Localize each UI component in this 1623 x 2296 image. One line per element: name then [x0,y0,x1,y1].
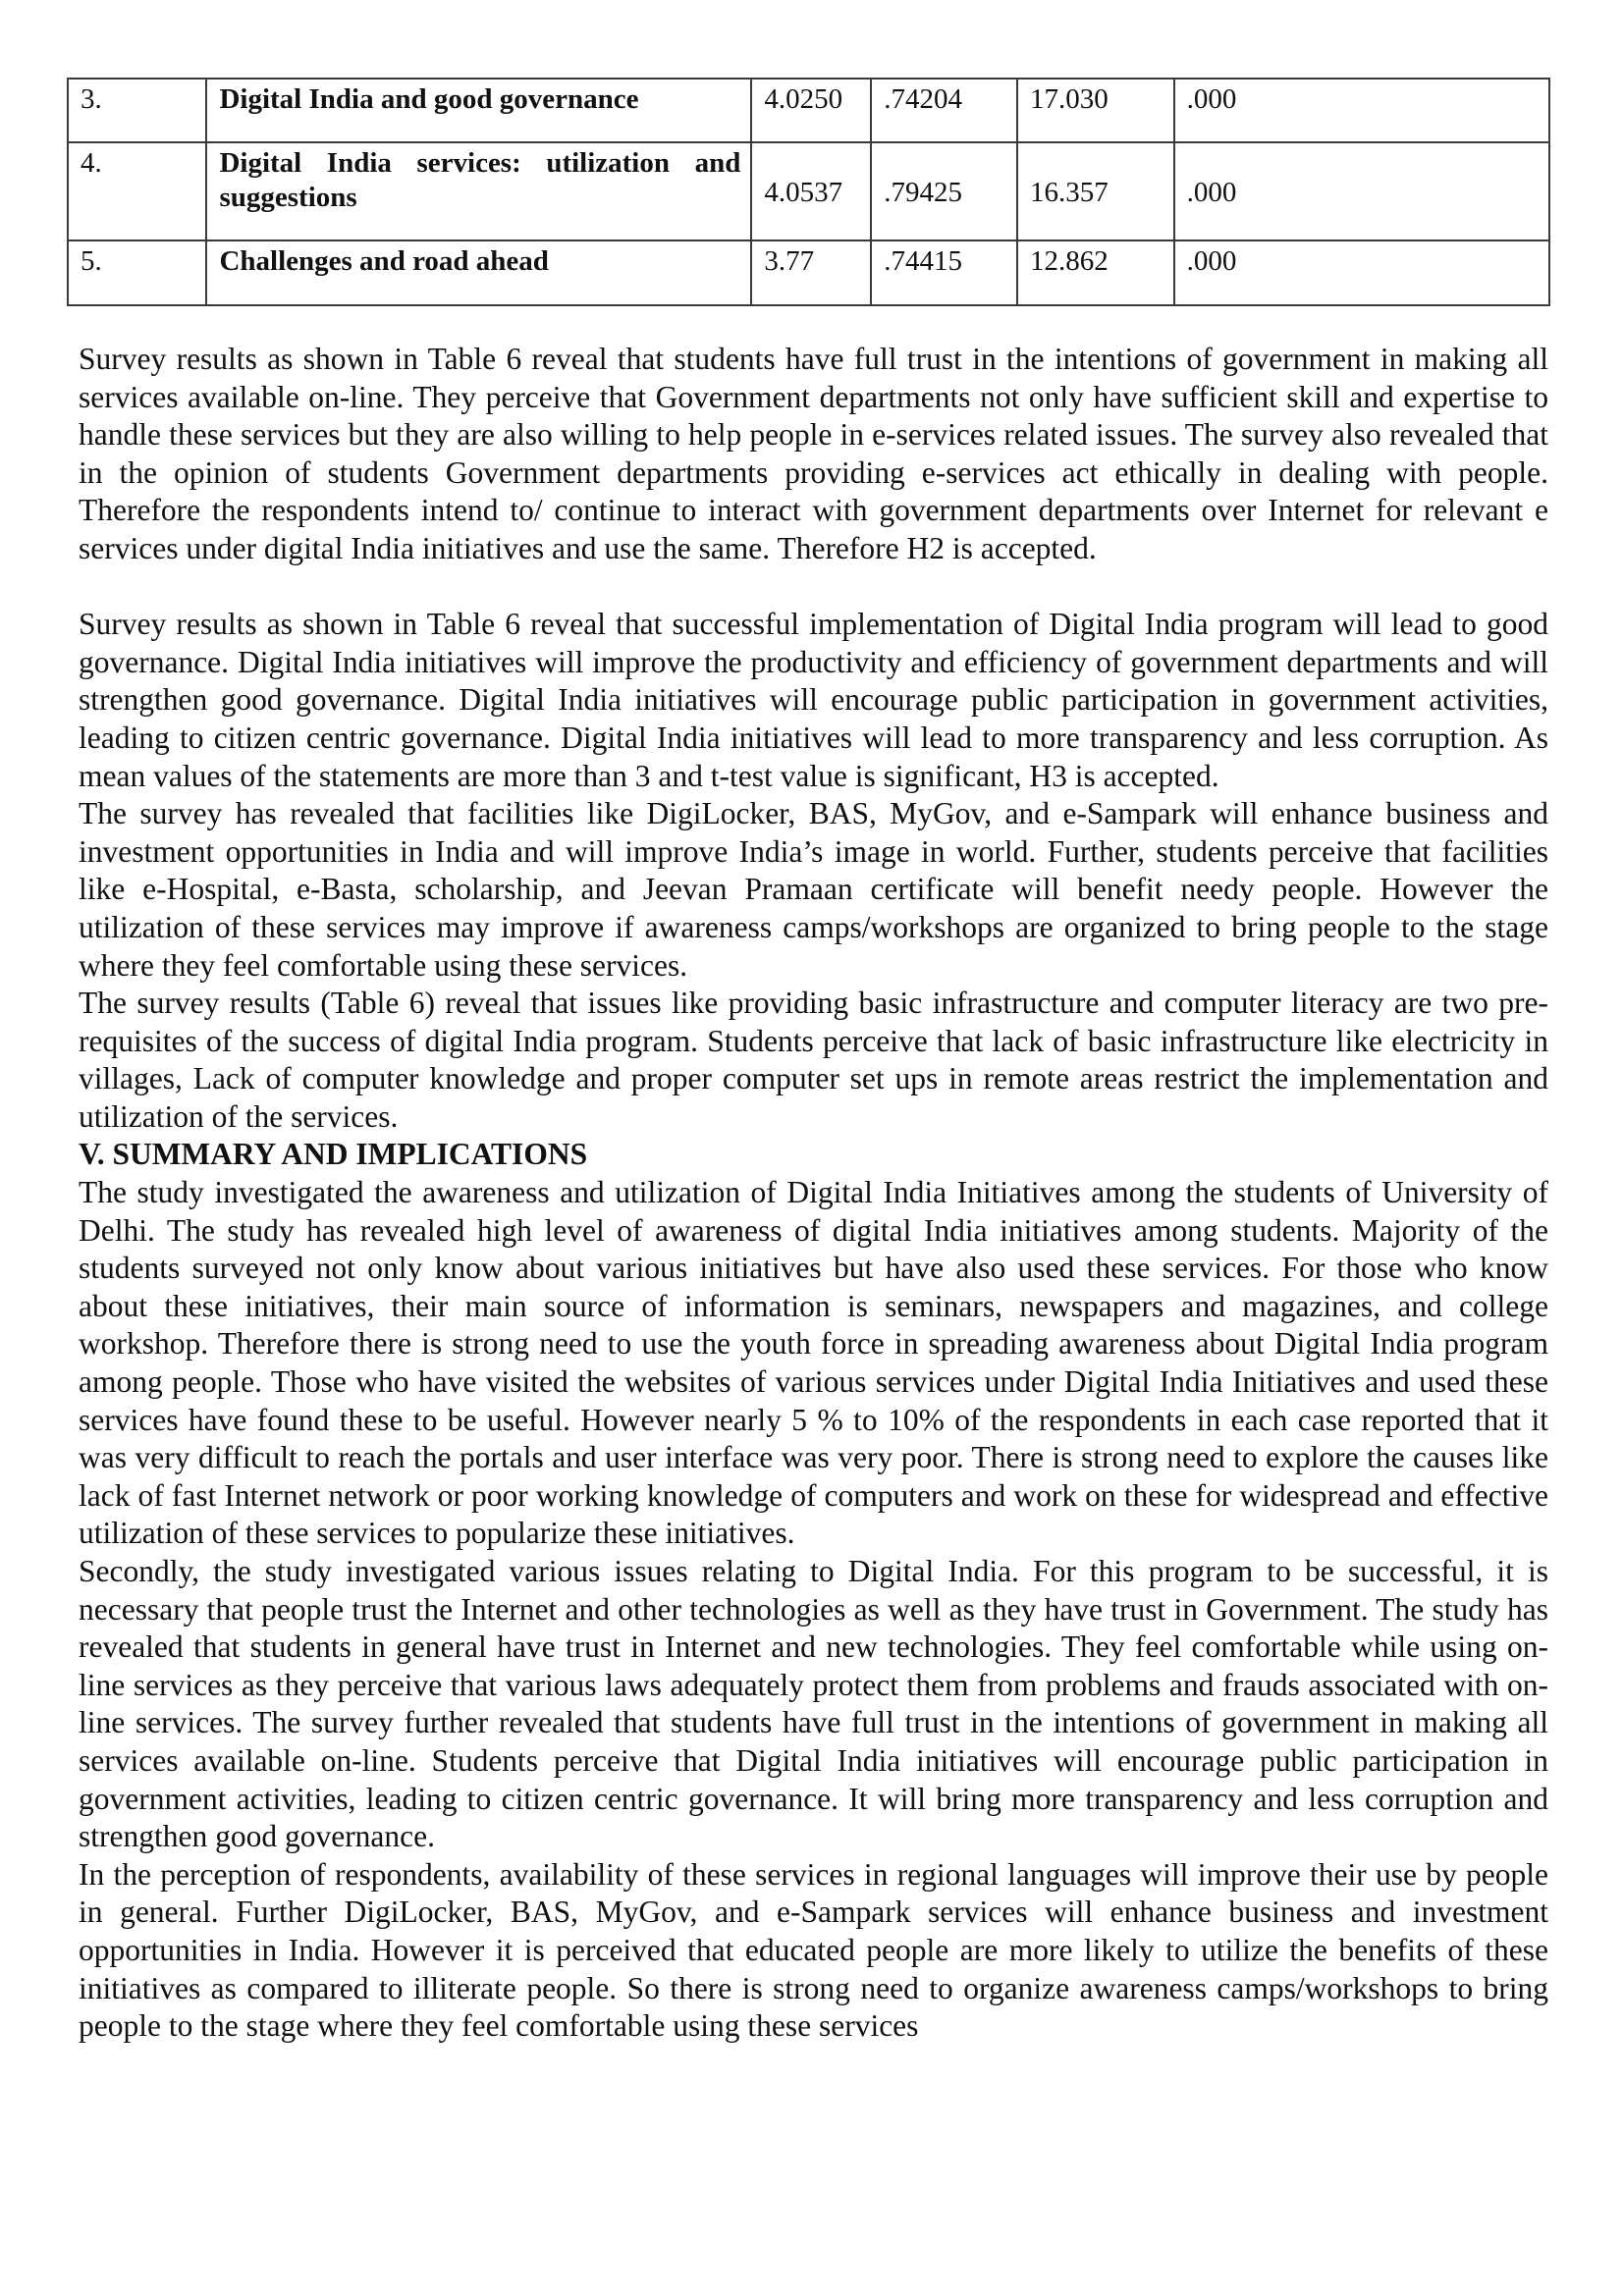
row-number: 5. [68,240,206,305]
row-number: 3. [68,79,206,142]
row-item: Digital India and good governance [206,79,751,142]
row-significance: .000 [1174,240,1549,305]
row-std-dev: .74204 [871,79,1017,142]
row-item: Challenges and road ahead [206,240,751,305]
row-significance: .000 [1174,79,1549,142]
table-row [68,240,1549,305]
body-text [79,341,1548,2046]
row-mean: 3.77 [751,240,871,305]
row-std-dev: .74415 [871,240,1017,305]
paragraph-h3-result: Survey results as shown in Table 6 reveal that successful implementation of Digital India program will lead to good governance. Digital India initiatives will improve the productivity and efficiency of government departments and will strengthen good governance. Digital India initiatives will encourage public participation in government activities, leading to citizen centric governance. Digital India initiatives will lead to more transparency and less corruption. As mean values of the statements are more than 3 and t-test value is significant, H3 is accepted. [79,607,1548,793]
paragraph-summary-awareness: The study investigated the awareness and utilization of Digital India Initiatives among the students of University of Delhi. The study has revealed high level of awareness of digital India initiatives among students. Majority of the students surveyed not only know about various initiatives but have also used these services. For those who know about these initiatives, their main source of information is seminars, newspapers and magazines, and college workshop. Therefore there is strong need to use the youth force in spreading awareness about Digital India program among people. Those who have visited the websites of various services under Digital India Initiatives and used these services have found these to be useful. However nearly 5 % to 10% of the respondents in each case reported that it was very difficult to reach the portals and user interface was very poor. There is strong need to explore the causes like lack of fast Internet network or poor working knowledge of computers and work on these for widespread and effective utilization of these services to popularize these initiatives. [79,1175,1548,1551]
row-mean: 4.0537 [751,142,871,240]
row-number: 4. [68,142,206,240]
results-table [67,78,1550,306]
paragraph-h2-result: Survey results as shown in Table 6 reveal that students have full trust in the intentions of government in making all services available on-line. They perceive that Government departments not only have sufficient skill and expertise to handle these services but they are also willing to help people in e-services related issues. The survey also revealed that in the opinion of students Government departments providing e-services act ethically in dealing with people. Therefore the respondents intend to/ continue to interact with government departments over Internet for relevant e services under digital India initiatives and use the same. Therefore H2 is accepted. [79,342,1548,565]
table-row [68,79,1549,142]
paragraph-summary-issues: Secondly, the study investigated various issues relating to Digital India. For this program to be successful, it is necessary that people trust the Internet and other technologies as well as they have trust in Government. The study has revealed that students in general have trust in Internet and new technologies. They feel comfortable while using on-line services as they perceive that various laws adequately protect them from problems and frauds associated with on-line services. The survey further revealed that students have full trust in the intentions of government in making all services available on-line. Students perceive that Digital India initiatives will encourage public participation in government activities, leading to citizen centric governance. It will bring more transparency and less corruption and strengthen good governance. [79,1554,1548,1854]
paragraph-services-utilization: The survey has revealed that facilities like DigiLocker, BAS, MyGov, and e-Sampark will enhance business and investment opportunities in India and will improve India’s image in world. Further, students perceive that facilities like e-Hospital, e-Basta, scholarship, and Jeevan Pramaan certificate will benefit needy people. However the utilization of these services may improve if awareness camps/workshops are organized to bring people to the stage where they feel comfortable using these services. [79,796,1548,983]
row-std-dev: .79425 [871,142,1017,240]
row-t-value: 16.357 [1017,142,1174,240]
row-significance: .000 [1174,142,1549,240]
row-t-value: 12.862 [1017,240,1174,305]
paragraph-challenges: The survey results (Table 6) reveal that issues like providing basic infrastructure and computer literacy are two pre-requisites of the success of digital India program. Students perceive that lack of basic infrastructure like electricity in villages, Lack of computer knowledge and proper computer set ups in remote areas restrict the implementation and utilization of the services. [79,986,1548,1134]
row-item: Digital India services: utilization and suggestions [206,142,751,240]
row-t-value: 17.030 [1017,79,1174,142]
row-mean: 4.0250 [751,79,871,142]
table-row [68,142,1549,240]
section-heading: V. SUMMARY AND IMPLICATIONS [79,1137,588,1172]
paragraph-summary-perception: In the perception of respondents, availability of these services in regional languages will improve their use by people in general. Further DigiLocker, BAS, MyGov, and e-Sampark services will enhance business and investment opportunities in India. However it is perceived that educated people are more likely to utilize the benefits of these initiatives as compared to illiterate people. So there is strong need to organize awareness camps/workshops to bring people to the stage where they feel comfortable using these services [79,1856,1548,2044]
